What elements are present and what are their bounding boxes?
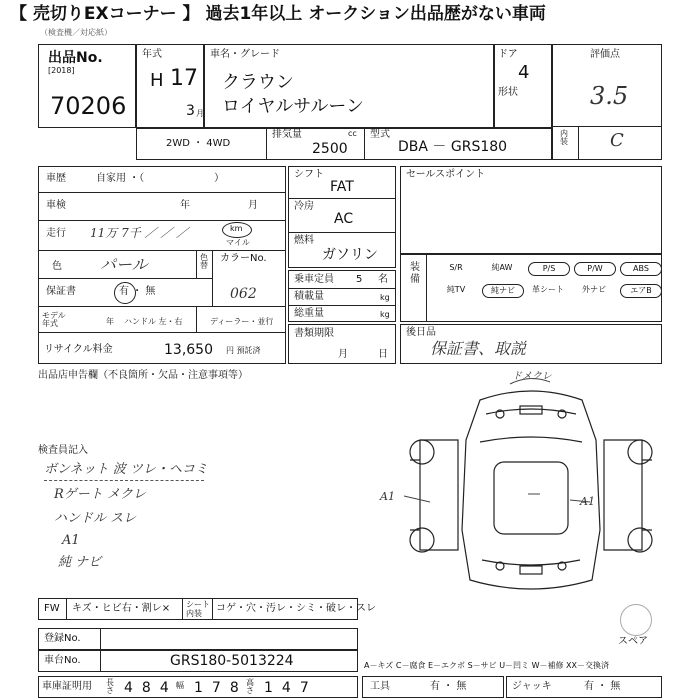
rating-value: 3.5 bbox=[590, 82, 629, 110]
inspector-label: 検査員記入 bbox=[38, 445, 88, 456]
fuel-label: 燃料 bbox=[294, 235, 314, 246]
handle: ハンドル 左・右 bbox=[124, 317, 183, 326]
shift-value: FAT bbox=[330, 179, 354, 195]
doc-label: 書類期限 bbox=[294, 328, 334, 339]
ac-label: 冷房 bbox=[294, 201, 314, 212]
attach-value: 保証書、取説 bbox=[430, 339, 527, 358]
diagram-a1-right: A1 bbox=[580, 495, 595, 508]
cert-label: 車庫証明用 bbox=[42, 681, 92, 692]
interior-label: 内装 bbox=[560, 129, 568, 146]
equip-item: P/W bbox=[574, 262, 616, 276]
chassis-label: 車台No. bbox=[44, 655, 81, 666]
inspection-month: 月 bbox=[248, 200, 258, 211]
equip-item: P/S bbox=[528, 262, 570, 276]
history-block bbox=[38, 166, 286, 364]
sales-label: セールスポイント bbox=[406, 169, 486, 180]
capacity-label: 乗車定員 bbox=[294, 274, 334, 285]
name-label: 車名・グレード bbox=[210, 49, 280, 60]
recycle-value: 13,650 bbox=[164, 342, 213, 358]
lot-number: 70206 bbox=[50, 92, 127, 120]
mile-unit: マイル bbox=[226, 238, 250, 247]
fuel-value: ガソリン bbox=[322, 247, 378, 263]
displacement-value: 2500 bbox=[312, 141, 348, 157]
inspection-label: 車検 bbox=[46, 200, 66, 211]
grade: ロイヤルサルーン bbox=[222, 96, 365, 117]
weight-unit: kg bbox=[380, 310, 390, 319]
warranty-label: 保証書 bbox=[46, 286, 76, 297]
ac-value: AC bbox=[334, 211, 354, 227]
model-year-label: モデル年式 bbox=[42, 311, 66, 328]
mileage-label: 走行 bbox=[46, 228, 66, 239]
door-label: ドア bbox=[498, 49, 518, 60]
recycle-label: リサイクル料金 bbox=[44, 344, 113, 355]
color-no-value: 062 bbox=[230, 286, 257, 302]
recycle-unit: 円 預託済 bbox=[226, 346, 261, 355]
load-label: 積載量 bbox=[294, 291, 324, 302]
lot-year: [2018] bbox=[48, 66, 75, 75]
car-name: クラウン bbox=[222, 72, 294, 93]
car-damage-diagram bbox=[400, 370, 662, 602]
hgt-label: 高さ bbox=[246, 678, 254, 695]
banner-title: 【 売切りEXコーナー 】 過去1年以上 オークション出品歴がない車両 bbox=[10, 4, 546, 24]
diagram-top-note: ドメクレ bbox=[512, 371, 552, 382]
seat-label: シート内装 bbox=[186, 600, 210, 618]
equip-item: ABS bbox=[620, 262, 662, 276]
shape-label: 形状 bbox=[498, 87, 518, 98]
cc-unit: cc bbox=[348, 129, 357, 138]
dealer: ディーラー・並行 bbox=[210, 317, 274, 326]
model-year-unit: 年 bbox=[106, 317, 114, 326]
interior-value: C bbox=[610, 130, 624, 151]
equip-item: 純AW bbox=[491, 263, 513, 272]
color-no-label: カラーNo. bbox=[220, 253, 267, 264]
chassis-value: GRS180-5013224 bbox=[170, 653, 294, 669]
equip-label: 装備 bbox=[410, 262, 420, 285]
doc-month: 月 bbox=[338, 349, 348, 360]
color-change: 色替 bbox=[200, 253, 208, 270]
year-value: 17 bbox=[170, 66, 198, 91]
note-line: 純 ナビ bbox=[58, 555, 102, 570]
displacement-label: 排気量 bbox=[272, 129, 302, 140]
wid-value: 178 bbox=[194, 680, 248, 696]
inspection-year: 年 bbox=[180, 200, 190, 211]
equip-item: エアB bbox=[620, 284, 662, 298]
month-unit: 月 bbox=[196, 109, 204, 118]
equip-item: S/R bbox=[449, 263, 463, 272]
note-line: A1 bbox=[62, 533, 80, 548]
len-label: 長さ bbox=[106, 678, 114, 695]
color-label: 色 bbox=[52, 261, 62, 272]
history-value: 自家用 ・（ ） bbox=[96, 173, 225, 184]
reg-label: 登録No. bbox=[44, 633, 81, 644]
note-line: ボンネット 波 ツレ・ヘコミ bbox=[44, 462, 208, 477]
attach-label: 後日品 bbox=[406, 327, 436, 338]
seller-note-label: 出品店申告欄（不良箇所・欠品・注意事項等） bbox=[38, 370, 248, 381]
capacity-unit: 名 bbox=[378, 274, 388, 285]
fw-value: キズ・ヒビ右・割レ× bbox=[72, 603, 171, 614]
lot-label: 出品No. bbox=[48, 50, 103, 66]
km-unit: km bbox=[230, 224, 243, 233]
reg-row bbox=[38, 628, 358, 650]
seat-value: コゲ・穴・汚レ・シミ・破レ・スレ bbox=[216, 603, 376, 614]
sub-note: （検査機／対応紙） bbox=[40, 28, 112, 37]
fw-label: FW bbox=[44, 603, 60, 614]
drive: 2WD ・ 4WD bbox=[166, 138, 231, 149]
spare-label: スペア bbox=[618, 636, 648, 647]
damage-legend: A－キズ C－腐食 E－エクボ S－サビ U－凹ミ W－補修 XX－交換済 bbox=[364, 661, 610, 670]
tool-value: 有 ・ 無 bbox=[430, 681, 467, 692]
capacity-value: 5 bbox=[356, 274, 363, 285]
len-value: 484 bbox=[124, 680, 178, 696]
weight-label: 総重量 bbox=[294, 308, 324, 319]
model-value: DBA － GRS180 bbox=[398, 139, 508, 155]
mileage-value: 11万 7千 ／ ／ ／ bbox=[90, 226, 189, 240]
rating-label: 評価点 bbox=[590, 49, 620, 60]
equip-item: 純ナビ bbox=[482, 284, 524, 298]
door-value: 4 bbox=[518, 62, 530, 83]
equip-item: 革シート bbox=[532, 285, 564, 294]
diagram-a1-left: A1 bbox=[380, 490, 395, 503]
jack-value: 有 ・ 無 bbox=[584, 681, 621, 692]
year-era: H bbox=[150, 70, 164, 91]
equip-item: 純TV bbox=[446, 285, 466, 294]
month-value: 3 bbox=[186, 103, 195, 119]
shift-label: シフト bbox=[294, 169, 324, 180]
spare-tire-icon bbox=[620, 604, 652, 636]
load-unit: kg bbox=[380, 293, 390, 302]
note-line: ハンドル スレ bbox=[54, 511, 137, 526]
year-label: 年式 bbox=[142, 49, 162, 60]
model-label: 型式 bbox=[370, 129, 390, 140]
wid-label: 幅 bbox=[176, 681, 184, 690]
hgt-value: 147 bbox=[264, 680, 318, 696]
tool-label: 工具 bbox=[370, 681, 390, 692]
note-line: Rゲート メクレ bbox=[54, 487, 146, 502]
warranty-value: 有 ・ 無 bbox=[119, 286, 156, 297]
doc-day: 日 bbox=[378, 349, 388, 360]
equip-item: 外ナビ bbox=[582, 285, 606, 294]
history-label: 車歴 bbox=[46, 173, 66, 184]
jack-label: ジャッキ bbox=[512, 681, 552, 692]
color-value: パール bbox=[100, 255, 148, 274]
